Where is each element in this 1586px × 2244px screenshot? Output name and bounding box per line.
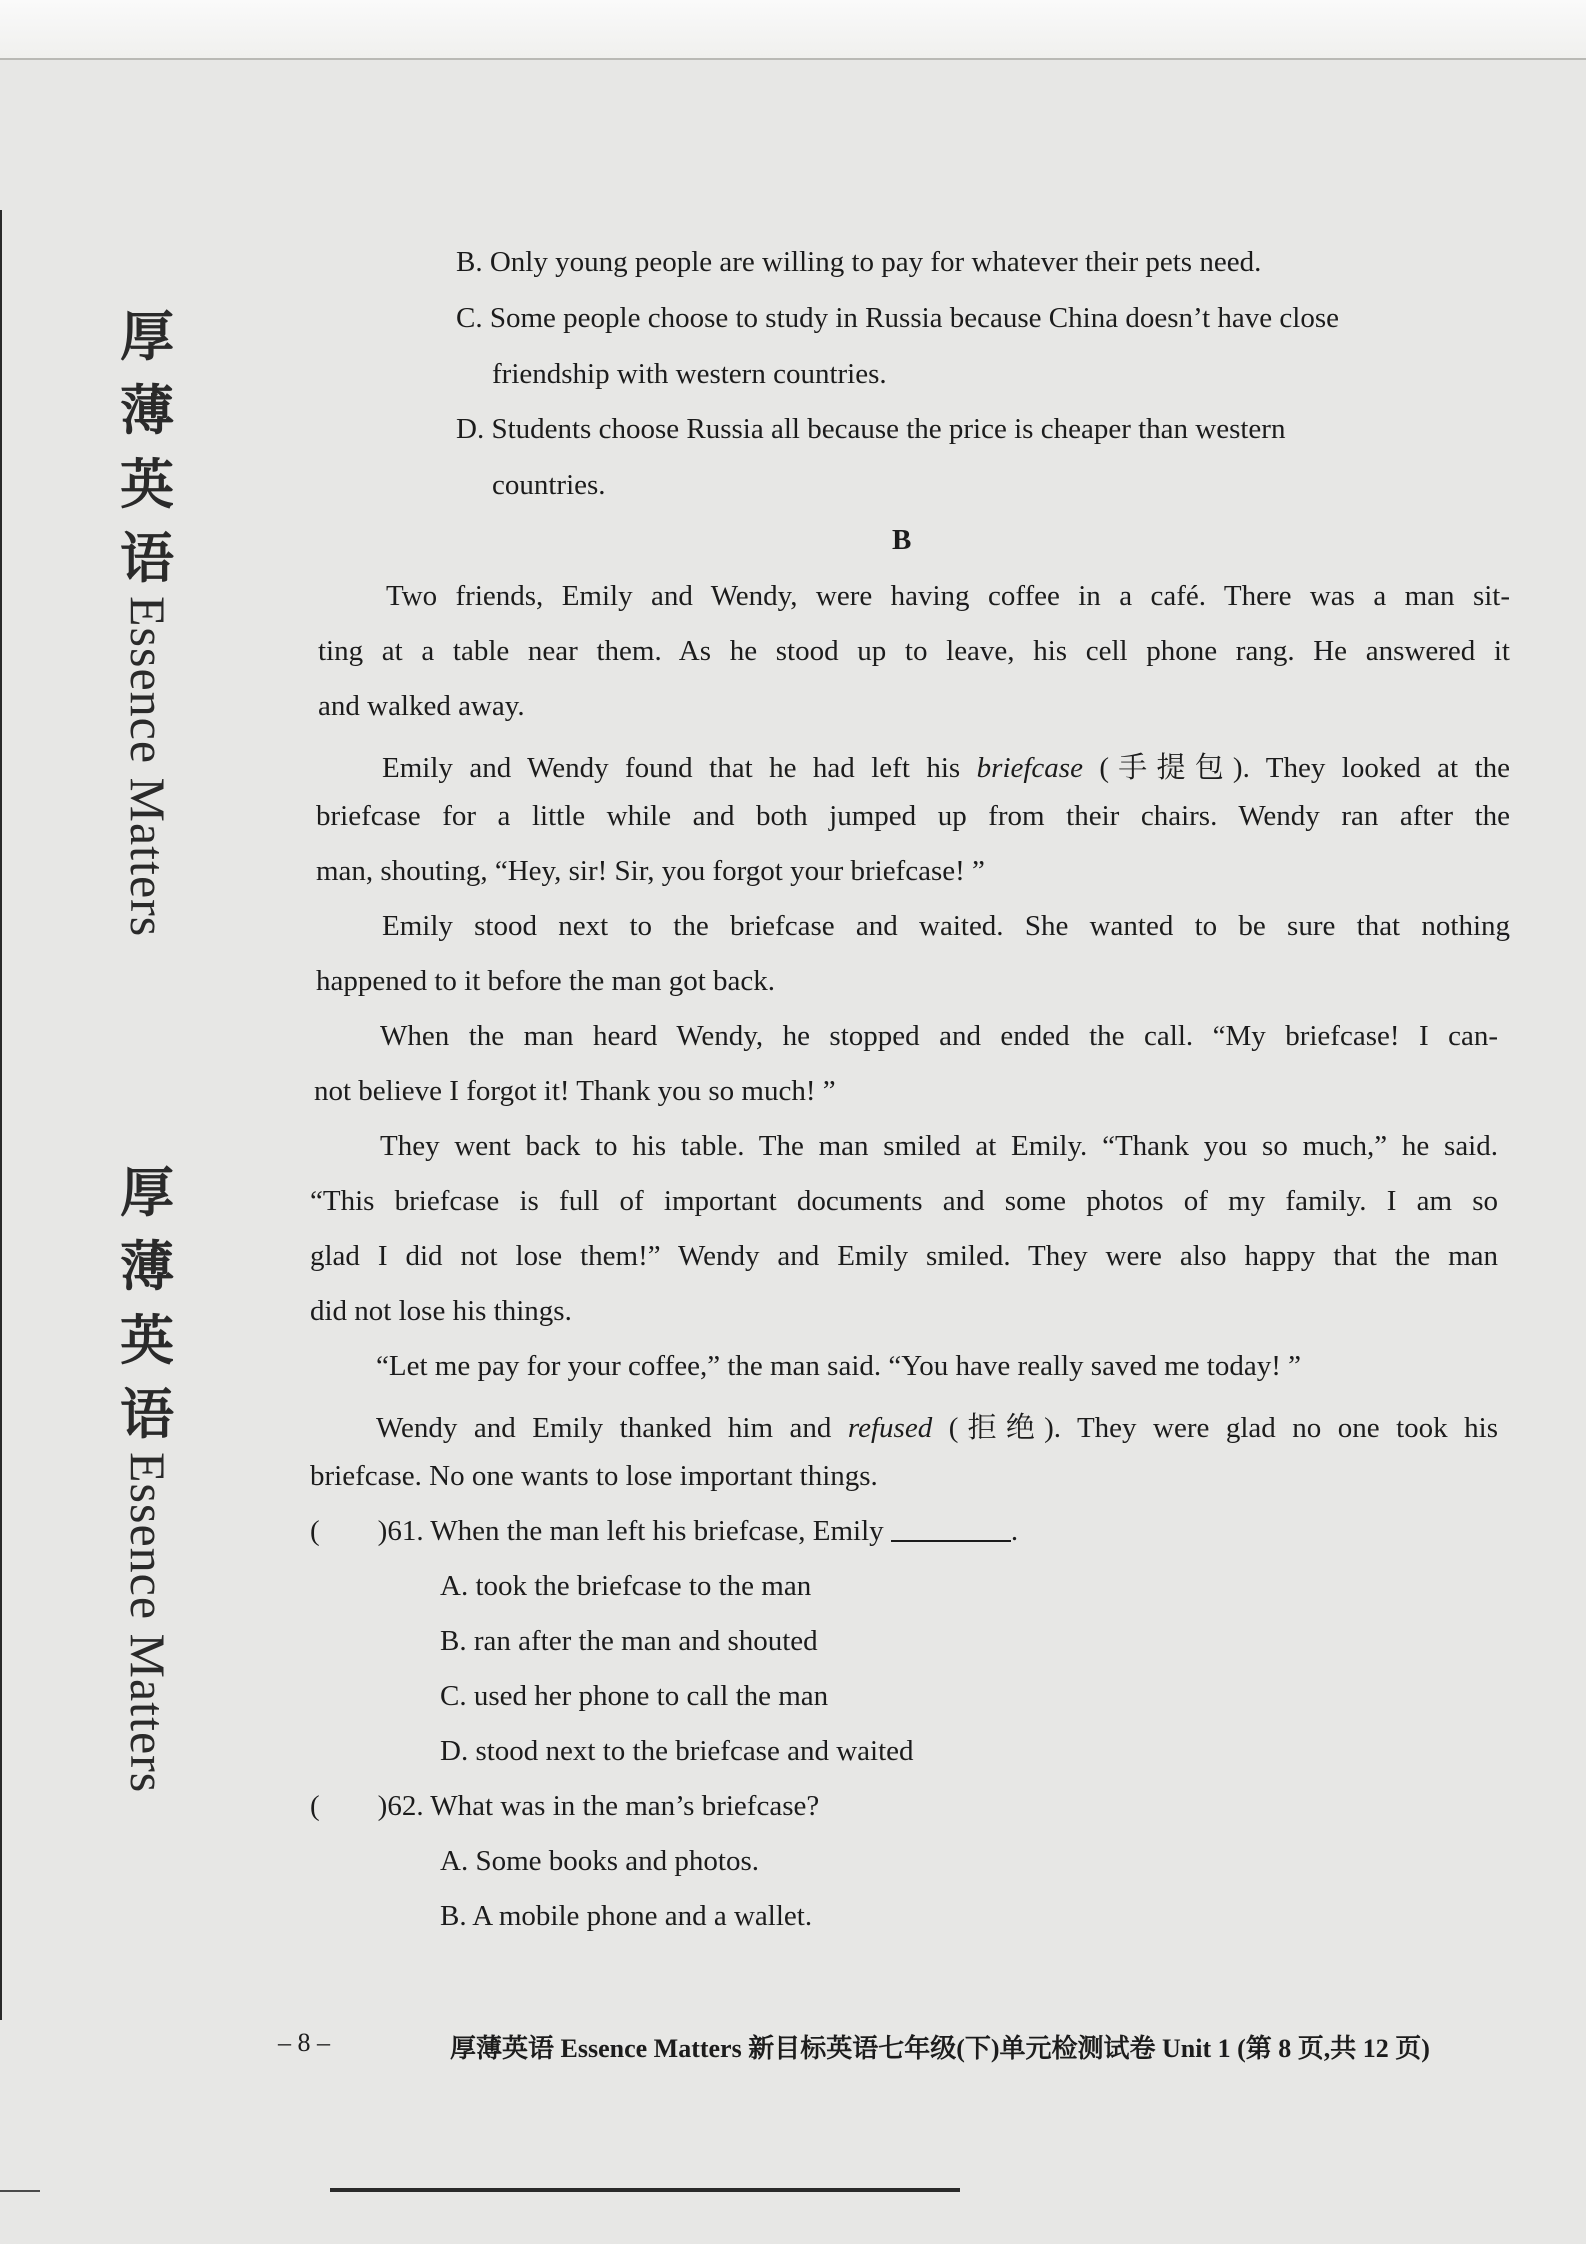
option-line: D. Students choose Russia all because the price is cheaper than western: [456, 413, 1286, 445]
question-61: [310, 1515, 1018, 1548]
banner-char: 语: [120, 1383, 174, 1447]
passage-line: briefcase for a little while and both jumped up from their chairs. Wendy ran after the: [316, 800, 1510, 832]
question-stem: )61. When the man left his briefcase, Emily: [377, 1515, 884, 1547]
answer-blank[interactable]: [891, 1540, 1011, 1542]
passage-line: [382, 745, 1510, 786]
question-stem: )62. What was in the man’s briefcase?: [377, 1790, 820, 1822]
choice-b: B. A mobile phone and a wallet.: [440, 1900, 813, 1932]
option-line: C. Some people choose to study in Russia because China doesn’t have close: [456, 302, 1339, 334]
banner-char: 语: [120, 527, 174, 590]
choice-a: A. took the briefcase to the man: [440, 1570, 812, 1602]
passage-line: glad I did not lose them!” Wendy and Emily smiled. They were also happy that the man: [310, 1240, 1498, 1272]
passage-line: Two friends, Emily and Wendy, were having coffee in a café. There was a man sit-: [386, 580, 1510, 612]
banner-latin-block: [112, 1452, 182, 1950]
passage-line: When the man heard Wendy, he stopped and ended the call. “My briefcase! I can-: [380, 1020, 1498, 1052]
banner-char: 厚: [120, 305, 174, 368]
passage-line: briefcase. No one wants to lose important things.: [310, 1460, 878, 1492]
passage-line: did not lose his things.: [310, 1295, 572, 1327]
passage-text: Emily and Wendy found that he had left his: [382, 752, 977, 784]
banner-latin: Essence Matters: [120, 1452, 176, 1794]
passage-line: They went back to his table. The man smiled at Emily. “Thank you so much,” he said.: [380, 1130, 1498, 1162]
page-top-edge: [0, 0, 1586, 60]
binding-line: [0, 210, 2, 2020]
banner-char: 薄: [120, 1235, 174, 1299]
vocab-word: briefcase: [976, 752, 1083, 784]
banner-latin-block: [112, 596, 182, 1094]
page-number: – 8 –: [278, 2028, 330, 2057]
question-62: [310, 1790, 819, 1823]
banner-latin: Essence Matters: [120, 596, 176, 938]
bottom-mark: [0, 2190, 40, 2192]
banner-char: 英: [120, 453, 174, 516]
banner-char: 薄: [120, 379, 174, 442]
banner-char: 厚: [120, 1161, 174, 1225]
option-line: countries.: [492, 469, 606, 501]
passage-line: happened to it before the man got back.: [316, 965, 776, 997]
passage-text: (手提包). They looked at the: [1082, 752, 1510, 784]
passage-line: ting at a table near them. As he stood up to leave, his cell phone rang. He answered it: [318, 635, 1510, 667]
footer-title: 厚薄英语 Essence Matters 新目标英语七年级(下)单元检测试卷 Unit 1 (第 8 页,共 12 页): [450, 2034, 1430, 2063]
banner-char: 英: [120, 1309, 174, 1373]
vocab-word: refused: [847, 1412, 933, 1444]
passage-line: “This briefcase is full of important documents and some photos of my family. I am so: [310, 1185, 1498, 1217]
option-line: B. Only young people are willing to pay for whatever their pets need.: [456, 246, 1262, 278]
choice-a: A. Some books and photos.: [440, 1845, 759, 1877]
passage-line: Emily stood next to the briefcase and waited. She wanted to be sure that nothing: [382, 910, 1510, 942]
choice-c: C. used her phone to call the man: [440, 1680, 829, 1712]
answer-paren: (: [310, 1790, 320, 1822]
passage-line: [376, 1405, 1498, 1446]
passage-text: (拒绝). They were glad no one took his: [932, 1412, 1499, 1444]
section-heading: B: [892, 524, 912, 556]
bottom-rule: [330, 2188, 960, 2192]
passage-line: “Let me pay for your coffee,” the man said. “You have really saved me today! ”: [376, 1350, 1301, 1382]
passage-line: man, shouting, “Hey, sir! Sir, you forgot your briefcase! ”: [316, 855, 985, 887]
answer-paren: (: [310, 1515, 320, 1547]
passage-text: Wendy and Emily thanked him and: [376, 1412, 848, 1444]
passage-line: not believe I forgot it! Thank you so much! ”: [314, 1075, 836, 1107]
choice-b: B. ran after the man and shouted: [440, 1625, 818, 1657]
question-end: .: [1010, 1515, 1019, 1547]
choice-d: D. stood next to the briefcase and waited: [440, 1735, 914, 1767]
side-banner: [112, 300, 182, 1950]
option-line: friendship with western countries.: [492, 358, 887, 390]
passage-line: and walked away.: [318, 690, 525, 722]
